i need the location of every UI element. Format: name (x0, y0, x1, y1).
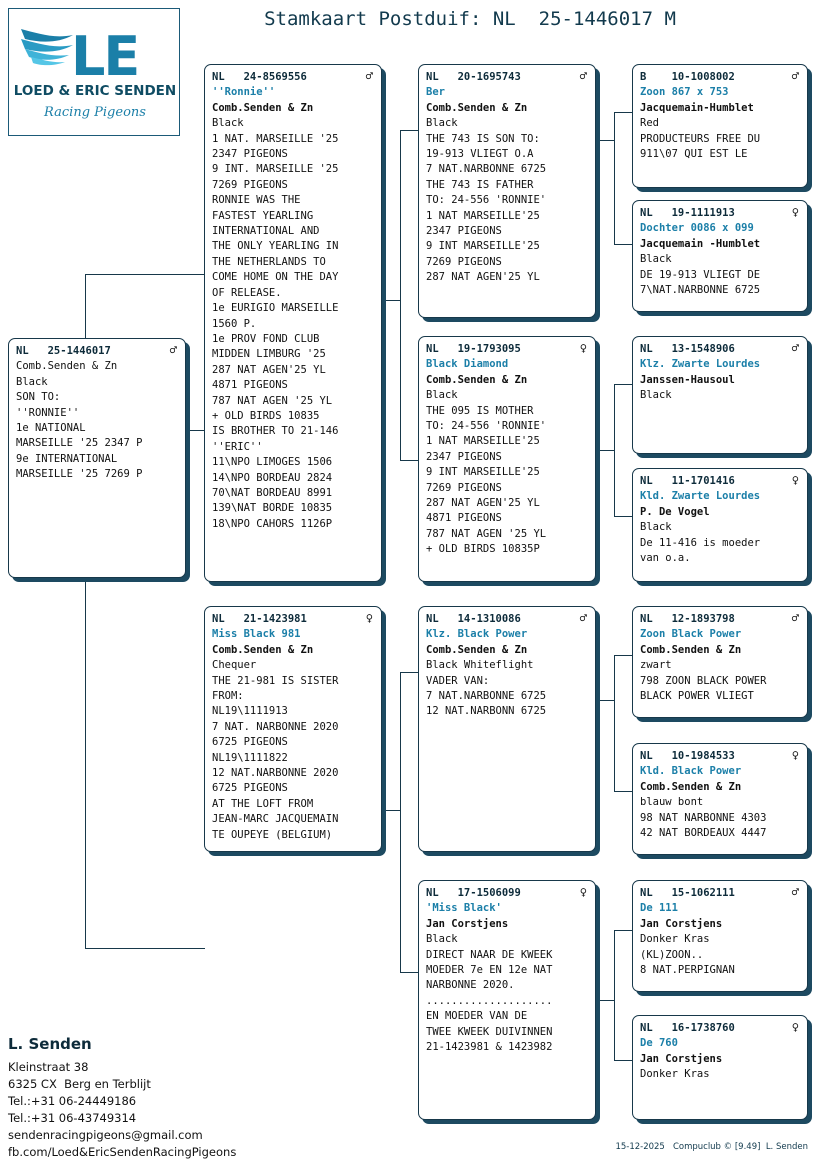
detail-line: 7269 PIGEONS (426, 255, 502, 268)
connector-ggp2-bottom (614, 516, 632, 517)
detail-line: Black (212, 117, 244, 130)
connector-ggp1-top (614, 112, 632, 113)
detail-line: 139\NAT BORDE 10835 (212, 502, 333, 515)
detail-line: SON TO: (16, 391, 61, 404)
detail-line: 9e INTERNATIONAL (16, 452, 118, 465)
detail-line: Jan Corstjens (426, 917, 509, 930)
ring-number: B 10-1008002 (640, 71, 735, 83)
ring-number: NL 21-1423981 (212, 613, 307, 625)
card-great-grandparent-2[interactable] (632, 200, 808, 312)
owner-phone-2: Tel.:+31 06-43749314 (8, 1111, 137, 1125)
connector-ggp4-in (596, 1000, 615, 1001)
detail-line: TWEE KWEEK DUIVINNEN (426, 1025, 553, 1038)
pigeon-name: Dochter 0086 x 099 (640, 222, 754, 235)
pigeon-name: 'Miss Black' (426, 902, 502, 915)
detail-line: Comb.Senden & Zn (426, 643, 528, 656)
card-great-grandparent-5[interactable] (632, 606, 808, 718)
sex-symbol: ♀ (791, 748, 799, 762)
detail-line: Jacquemain-Humblet (640, 101, 754, 114)
connector-ggp1-vertical (614, 112, 615, 244)
detail-line: + OLD BIRDS 10835P (426, 543, 540, 556)
detail-line: 7 NAT.NARBONNE 6725 (426, 163, 547, 176)
ring-number: NL 13-1548906 (640, 343, 735, 355)
detail-line: Comb.Senden & Zn (16, 360, 118, 373)
connector-ggp1-bottom (614, 244, 632, 245)
sex-symbol: ♀ (579, 885, 587, 899)
detail-line: NL19\1111822 (212, 751, 288, 764)
connector-sire-in (382, 300, 401, 301)
detail-line: 1 NAT. MARSEILLE '25 (212, 132, 339, 145)
detail-line: AT THE LOFT FROM (212, 797, 314, 810)
detail-line: Black (426, 117, 458, 130)
detail-line: Black (640, 521, 672, 534)
detail-line: 12 NAT.NARBONNE 2020 (212, 767, 339, 780)
logo-subtitle-text: Racing Pigeons (44, 105, 146, 120)
detail-line: 287 NAT AGEN'25 YL (426, 271, 540, 284)
detail-line: TO: 24-556 'RONNIE' (426, 194, 547, 207)
card-great-grandparent-3[interactable] (632, 336, 808, 454)
detail-line: TE OUPEYE (BELGIUM) (212, 828, 333, 841)
detail-line: 21-1423981 & 1423982 (426, 1041, 553, 1054)
card-grandsire-paternal[interactable] (418, 64, 596, 318)
detail-line: 1560 P. (212, 317, 257, 330)
connector-ggp3-vertical (614, 655, 615, 791)
detail-line: RONNIE WAS THE (212, 194, 301, 207)
connector-dam-top (400, 672, 418, 673)
card-great-grandparent-7[interactable] (632, 880, 808, 992)
ring-number: NL 24-8569556 (212, 71, 307, 83)
connector-dam-vertical (400, 672, 401, 972)
card-great-grandparent-4[interactable] (632, 468, 808, 582)
detail-line: BLACK POWER VLIEGT (640, 690, 754, 703)
card-great-grandparent-6[interactable] (632, 743, 808, 855)
detail-line: FASTEST YEARLING (212, 209, 314, 222)
detail-line: Donker Kras (640, 1068, 710, 1081)
pigeon-name: De 760 (640, 1037, 678, 1050)
detail-line: Black Whiteflight (426, 659, 534, 672)
detail-line: .................... (426, 994, 553, 1007)
detail-line: 19-913 VLIEGT O.A (426, 148, 534, 161)
sex-symbol: ♂ (791, 611, 799, 625)
owner-email[interactable]: sendenracingpigeons@gmail.com (8, 1128, 203, 1142)
sex-symbol: ♀ (791, 473, 799, 487)
detail-line: 1e PROV FOND CLUB (212, 332, 320, 345)
detail-line: EN MOEDER VAN DE (426, 1010, 528, 1023)
detail-line: Comb.Senden & Zn (212, 101, 314, 114)
connector-ggp4-vertical (614, 930, 615, 1060)
connector-sire-top (400, 130, 418, 131)
pigeon-name: ''Ronnie'' (212, 86, 276, 99)
detail-line: 9 INT. MARSEILLE '25 (212, 163, 339, 176)
ring-number: NL 16-1738760 (640, 1022, 735, 1034)
pigeon-name: Kld. Black Power (640, 765, 742, 778)
detail-line: DE 19-913 VLIEGT DE (640, 268, 761, 281)
detail-line: 2347 PIGEONS (426, 225, 502, 238)
connector-subject-top (85, 274, 205, 275)
detail-line: 12 NAT.NARBONN 6725 (426, 705, 547, 718)
detail-line: ''ERIC'' (212, 440, 263, 453)
detail-line: JEAN-MARC JACQUEMAIN (212, 813, 339, 826)
detail-line: IS BROTHER TO 21-146 (212, 425, 339, 438)
connector-dam-in (382, 810, 401, 811)
detail-line: Black (640, 253, 672, 266)
card-granddam-paternal[interactable] (418, 336, 596, 582)
logo (8, 8, 180, 136)
logo-name-text: LOED & ERIC SENDEN (13, 83, 177, 99)
connector-subject-bottom (85, 948, 205, 949)
ring-number: NL 11-1701416 (640, 475, 735, 487)
detail-line: + OLD BIRDS 10835 (212, 409, 320, 422)
detail-line: 70\NAT BORDEAU 8991 (212, 486, 333, 499)
detail-line: ''RONNIE'' (16, 406, 80, 419)
sex-symbol: ♂ (579, 611, 587, 625)
card-granddam-maternal[interactable] (418, 880, 596, 1120)
sex-symbol: ♂ (169, 343, 177, 357)
detail-line: 8 NAT.PERPIGNAN (640, 964, 735, 977)
detail-line: Comb.Senden & Zn (426, 101, 528, 114)
detail-line: 1e EURIGIO MARSEILLE (212, 302, 339, 315)
detail-line: 1 NAT MARSEILLE'25 (426, 209, 540, 222)
detail-line: Black (16, 375, 48, 388)
owner-address-line-2: 6325 CX Berg en Terblijt (8, 1077, 151, 1091)
sex-symbol: ♂ (791, 885, 799, 899)
detail-line: 1 NAT MARSEILLE'25 (426, 435, 540, 448)
card-great-grandparent-8[interactable] (632, 1015, 808, 1120)
detail-line: Jan Corstjens (640, 1052, 723, 1065)
detail-line: 7 NAT. NARBONNE 2020 (212, 720, 339, 733)
connector-ggp3-in (596, 700, 615, 701)
detail-line: Red (640, 117, 659, 130)
detail-line: Chequer (212, 659, 257, 672)
detail-line: 7269 PIGEONS (426, 481, 502, 494)
connector-sire-vertical (400, 130, 401, 460)
pigeon-name: Black Diamond (426, 358, 509, 371)
connector-ggp3-bottom (614, 791, 632, 792)
detail-line: Janssen-Hausoul (640, 373, 735, 386)
sex-symbol: ♀ (791, 205, 799, 219)
ring-number: NL 25-1446017 (16, 345, 111, 357)
detail-line: MARSEILLE '25 2347 P (16, 437, 143, 450)
detail-line: MOEDER 7e EN 12e NAT (426, 964, 553, 977)
ring-number: NL 10-1984533 (640, 750, 735, 762)
detail-line: 6725 PIGEONS (212, 736, 288, 749)
pigeon-name: Kld. Zwarte Lourdes (640, 490, 761, 503)
detail-line: Jacquemain -Humblet (640, 237, 761, 250)
detail-line: 4871 PIGEONS (426, 512, 502, 525)
detail-line: 18\NPO CAHORS 1126P (212, 517, 333, 530)
detail-line: 1e NATIONAL (16, 422, 86, 435)
pigeon-name: Klz. Black Power (426, 628, 528, 641)
detail-line: NL19\1111913 (212, 705, 288, 718)
connector-ggp4-bottom (614, 1060, 632, 1061)
connector-ggp3-top (614, 655, 632, 656)
detail-line: Black (426, 933, 458, 946)
sex-symbol: ♂ (365, 69, 373, 83)
detail-line: 11\NPO LIMOGES 1506 (212, 456, 333, 469)
detail-line: 787 NAT AGEN '25 YL (212, 394, 333, 407)
ring-number: NL 19-1793095 (426, 343, 521, 355)
detail-line: THE 743 IS FATHER (426, 178, 534, 191)
detail-line: Comb.Senden & Zn (640, 643, 742, 656)
detail-line: 2347 PIGEONS (426, 450, 502, 463)
owner-name: L. Senden (8, 1035, 92, 1053)
detail-line: 798 ZOON BLACK POWER (640, 674, 767, 687)
detail-line: 14\NPO BORDEAU 2824 (212, 471, 333, 484)
detail-line: THE 743 IS SON TO: (426, 132, 540, 145)
detail-line: 7269 PIGEONS (212, 178, 288, 191)
detail-line: P. De Vogel (640, 505, 710, 518)
detail-line: MARSEILLE '25 7269 P (16, 468, 143, 481)
detail-line: 787 NAT AGEN '25 YL (426, 527, 547, 540)
pigeon-name: Zoon 867 x 753 (640, 86, 729, 99)
connector-ggp2-in (596, 450, 615, 451)
page-title: Stamkaart Postduif: NL 25-1446017 M (264, 8, 676, 30)
detail-line: 6725 PIGEONS (212, 782, 288, 795)
connector-ggp1-in (596, 140, 615, 141)
pigeon-name: Zoon Black Power (640, 628, 742, 641)
card-dam[interactable] (204, 606, 382, 852)
detail-line: DIRECT NAAR DE KWEEK (426, 948, 553, 961)
detail-line: PRODUCTEURS FREE DU (640, 132, 761, 145)
owner-phone-1: Tel.:+31 06-24449186 (8, 1094, 137, 1108)
card-subject[interactable] (8, 338, 186, 578)
detail-line: De 11-416 is moeder (640, 536, 761, 549)
detail-line: THE 21-981 IS SISTER (212, 674, 339, 687)
detail-line: 98 NAT NARBONNE 4303 (640, 811, 767, 824)
detail-line: THE 095 IS MOTHER (426, 404, 534, 417)
detail-line: (KL)ZOON.. (640, 948, 704, 961)
ring-number: NL 15-1062111 (640, 887, 735, 899)
connector-dam-bottom (400, 972, 418, 973)
detail-line: 7\NAT.NARBONNE 6725 (640, 284, 761, 297)
detail-line: TO: 24-556 'RONNIE' (426, 420, 547, 433)
detail-line: blauw bont (640, 796, 704, 809)
detail-line: van o.a. (640, 552, 691, 565)
owner-address-line-1: Kleinstraat 38 (8, 1060, 89, 1074)
card-grandsire-maternal[interactable] (418, 606, 596, 852)
detail-line: Comb.Senden & Zn (426, 373, 528, 386)
detail-line: FROM: (212, 690, 244, 703)
detail-line: 9 INT MARSEILLE'25 (426, 240, 540, 253)
detail-line: Comb.Senden & Zn (640, 780, 742, 793)
detail-line: Black (426, 389, 458, 402)
detail-line: NARBONNE 2020. (426, 979, 515, 992)
card-great-grandparent-1[interactable] (632, 64, 808, 188)
detail-line: 911\07 QUI EST LE (640, 148, 748, 161)
detail-line: 9 INT MARSEILLE'25 (426, 466, 540, 479)
sex-symbol: ♂ (791, 69, 799, 83)
detail-line: Donker Kras (640, 933, 710, 946)
detail-line: OF RELEASE. (212, 286, 282, 299)
detail-line: COME HOME ON THE DAY (212, 271, 339, 284)
ring-number: NL 19-1111913 (640, 207, 735, 219)
print-stamp: 15-12-2025 Compuclub © [9.49] L. Senden (615, 1142, 808, 1152)
pigeon-name: Miss Black 981 (212, 628, 301, 641)
detail-line: Black (640, 389, 672, 402)
sex-symbol: ♀ (365, 611, 373, 625)
sex-symbol: ♀ (579, 341, 587, 355)
detail-line: 287 NAT AGEN'25 YL (212, 363, 326, 376)
detail-line: 7 NAT.NARBONNE 6725 (426, 690, 547, 703)
pigeon-name: Klz. Zwarte Lourdes (640, 358, 761, 371)
detail-line: THE NETHERLANDS TO (212, 255, 326, 268)
connector-ggp2-top (614, 384, 632, 385)
detail-line: 2347 PIGEONS (212, 148, 288, 161)
detail-line: INTERNATIONAL AND (212, 225, 320, 238)
detail-line: MIDDEN LIMBURG '25 (212, 348, 326, 361)
card-sire[interactable] (204, 64, 382, 582)
sex-symbol: ♀ (791, 1020, 799, 1034)
ring-number: NL 14-1310086 (426, 613, 521, 625)
connector-sire-bottom (400, 460, 418, 461)
ring-number: NL 12-1893798 (640, 613, 735, 625)
detail-line: 287 NAT AGEN'25 YL (426, 497, 540, 510)
sex-symbol: ♂ (791, 341, 799, 355)
wing-icon (19, 23, 79, 69)
detail-line: Comb.Senden & Zn (212, 643, 314, 656)
pigeon-name: De 111 (640, 902, 678, 915)
detail-line: VADER VAN: (426, 674, 490, 687)
ring-number: NL 17-1506099 (426, 887, 521, 899)
connector-ggp4-top (614, 930, 632, 931)
detail-line: 42 NAT BORDEAUX 4447 (640, 827, 767, 840)
owner-facebook[interactable]: fb.com/Loed&EricSendenRacingPigeons (8, 1145, 237, 1159)
logo-le-text: LE (71, 25, 139, 88)
detail-line: THE ONLY YEARLING IN (212, 240, 339, 253)
ring-number: NL 20-1695743 (426, 71, 521, 83)
detail-line: Jan Corstjens (640, 917, 723, 930)
detail-line: 4871 PIGEONS (212, 379, 288, 392)
pigeon-name: Ber (426, 86, 445, 99)
sex-symbol: ♂ (579, 69, 587, 83)
detail-line: zwart (640, 659, 672, 672)
